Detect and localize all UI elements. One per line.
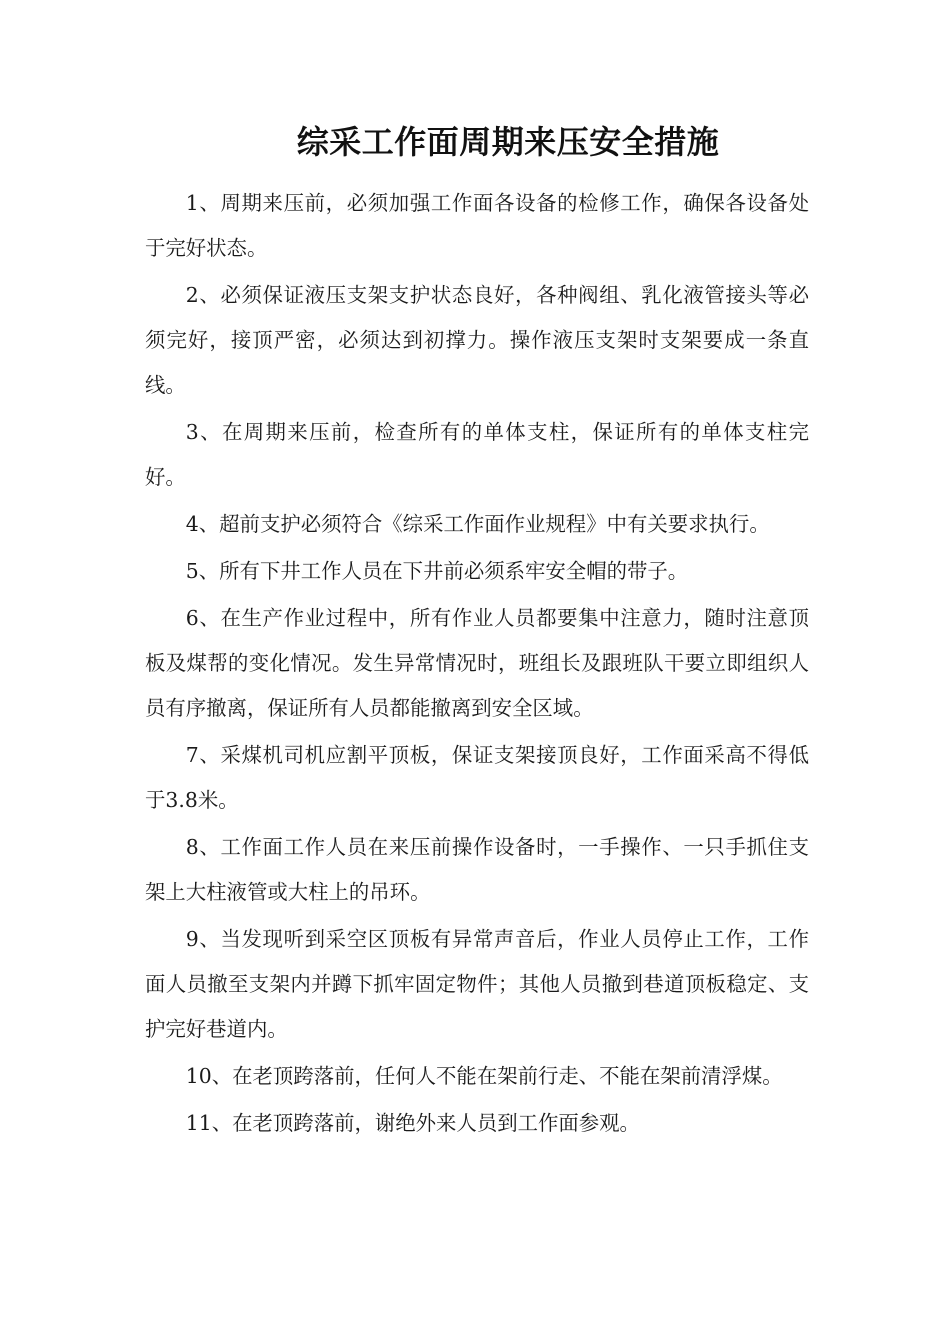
paragraph-11: 11、在老顶跨落前，谢绝外来人员到工作面参观。: [185, 1111, 640, 1135]
paragraph-9: 9、当发现听到采空区顶板有异常声音后，作业人员停止工作，工作面人员撤至支架内并蹲下抓牢固定物件；其他人员撤到巷道顶板稳定、支护完好巷道内。: [145, 927, 809, 1041]
paragraph-5: 5、所有下井工作人员在下井前必须系牢安全帽的带子。: [185, 559, 689, 583]
paragraph-1: 1、周期来压前，必须加强工作面各设备的检修工作，确保各设备处于完好状态。: [145, 191, 809, 260]
paragraph-10: 10、在老顶跨落前，任何人不能在架前行走、不能在架前清浮煤。: [185, 1064, 783, 1088]
paragraph-3: 3、在周期来压前，检查所有的单体支柱，保证所有的单体支柱完好。: [145, 420, 809, 489]
paragraph-8: 8、工作面工作人员在来压前操作设备时，一手操作、一只手抓住支架上大柱液管或大柱上的吊环。: [145, 835, 809, 904]
document-title: 综采工作面周期来压安全措施: [296, 123, 720, 161]
paragraph-6: 6、在生产作业过程中，所有作业人员都要集中注意力，随时注意顶板及煤帮的变化情况。发生异常情况时，班组长及跟班队干要立即组织人员有序撤离，保证所有人员都能撤离到安全区域。: [145, 606, 809, 720]
paragraph-7: 7、采煤机司机应割平顶板，保证支架接顶良好，工作面采高不得低于3.8米。: [145, 743, 809, 812]
paragraph-2: 2、必须保证液压支架支护状态良好，各种阀组、乳化液管接头等必须完好，接顶严密，必须达到初撑力。操作液压支架时支架要成一条直线。: [145, 283, 809, 397]
paragraph-4: 4、超前支护必须符合《综采工作面作业规程》中有关要求执行。: [185, 512, 770, 536]
document-body: [145, 181, 809, 1146]
